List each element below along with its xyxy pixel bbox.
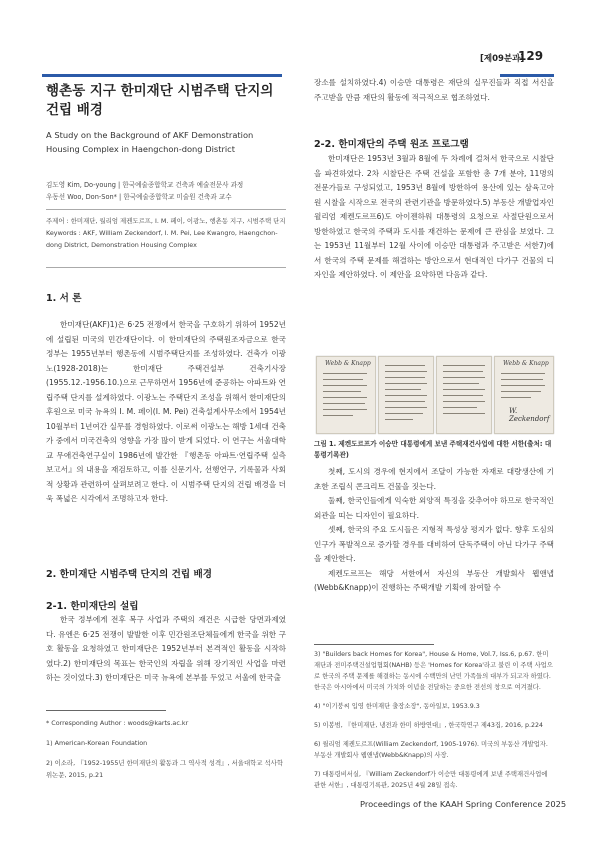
proposal-item: 둘째, 한국인들에게 익숙한 외양적 특징을 갖추어야 하므로 한국적인 외관을 띠는 디자인이 필요하다. [314, 496, 554, 520]
page-footer: Proceedings of the KAAH Spring Conference 2025 [360, 799, 567, 809]
paper-title-english: A Study on the Background of AKF Demonstration Housing Complex in Haengchon-dong District [46, 130, 254, 154]
letterhead-text: Webb & Knapp [503, 360, 549, 367]
footnote-rule [46, 710, 166, 711]
letter-page-4 [494, 356, 554, 434]
keywords-korean: 주제어 : 한미재단, 월리엄 제켄도르프, I. M. 페이, 이광노, 행촌동 지구, 시범주택 단지 [46, 217, 286, 225]
footnote: * Corresponding Author : woods@karts.ac.kr [46, 719, 189, 727]
subsection-2-2-paragraph: 한미재단은 1953년 3월과 8월에 두 차례에 걸쳐서 한국으로 시찰단을 파견하였다. 2차 시찰단은 주택 건설을 포함한 총 7개 분야, 11명의 전문가들로 구성되었고, 1953년 8월에 방한하여 용산에 있는 삼육고아원 시찰을 시작으로 전국의 관련기관을 방문하였다.5) 부동산 개발업자인 윌리엄 제켄도르프6)도 아이젠하워 대통령의 요청으로 사절단원으로서 방한하였고 한국의 주택과 도시를 재건하는 문제에 큰 관심을 보였다. 그는 1953년 11월부터 12월 사이에 이승만 대통령과 주고받은 서한7)에서 한국의 주택 문제를 해결하는 방안으로서 현대적인 다가구 건물의 디자인을 제안하였다. 이 제안을 요약하면 다음과 같다. [314, 154, 554, 279]
divider [46, 209, 286, 210]
author-list [46, 179, 296, 203]
footnote: 4) "이기붕씨 입영 한미재단 출장소장", 동아일보, 1953.9.3 [314, 703, 480, 710]
footnotes-right [314, 649, 554, 799]
keywords-block [46, 215, 290, 251]
divider [46, 267, 286, 268]
subsection-2-1-heading: 2-1. 한미재단의 설립 [46, 601, 139, 612]
figure-caption: 그림 1. 제켄도르프가 이승만 대통령에게 보낸 주택재건사업에 대한 서한(출처: 대통령기록관) [314, 440, 552, 459]
proposal-item: 제켄도르프는 해당 서한에서 자신의 부동산 개발회사 웹앤냅(Webb&Knapp)이 진행하는 주택개발 기획에 참여할 수 [314, 568, 554, 592]
footnote: 5) 이봉범, 『한미재단, 냉전과 한미 하방연대』, 한국학연구 제43집, 2016, p.224 [314, 722, 544, 729]
footnote: 7) 대통령비서실, 『William Zeckendorf가 이승만 대통령에게 보낸 주택재건사업에 관한 서한』, 대통령기록관, 2025년 4월 28일 접속. [314, 771, 548, 789]
footnote: 3) "Builders back Homes for Korea", House & Home, Vol.7, Iss.6, p.67. 한미재단과 전미주택건설업협회(NAHB) 등은 'Homes for Korea'라고 불린 이 주택 사업으로 한국의 주택 문제를 해결하는 동시에 수백만의 난민 가족들의 대부가 되고자 하였다. 한국은 아시아에서 미국의 가치와 이념을 전달하는 중요한 전선의 창으로 여겨졌다. [314, 651, 553, 691]
footnote: 1) American-Korean Foundation [46, 739, 148, 747]
footnotes-left [46, 717, 286, 789]
letterhead-text: Webb & Knapp [325, 360, 371, 367]
paper-title-korean: 행촌동 지구 한미재단 시범주택 단지의 건립 배경 [46, 83, 274, 118]
letter-page-1 [316, 356, 376, 434]
subsection-2-2-heading: 2-2. 한미재단의 주택 원조 프로그램 [314, 139, 469, 150]
subsection-2-1-continuation: 장소를 설치하였다.4) 이승만 대통령은 재단의 실무진들과 직접 서신을 주고받을 만큼 재단의 활동에 적극적으로 협조하였다. [314, 78, 554, 102]
figure-letters [316, 356, 552, 433]
footnote-rule [314, 644, 434, 645]
footnote: 2) 이소라, 『1952-1955년 한미재단의 활동과 그 역사적 성격』, 서울대학교 석사학위논문, 2015, p.21 [46, 759, 284, 779]
letter-page-2 [378, 356, 434, 434]
author-1: 김도영 Kim, Do-young | 한국예술종합학교 건축과 예술전문사 과정 [46, 181, 244, 189]
section-label: [제09분과] [480, 54, 525, 64]
proposal-item: 셋째, 한국의 주요 도시들은 지형적 특성상 평지가 없다. 향후 도심의 인구가 폭발적으로 증가할 경우를 대비하여 단독주택이 아닌 다가구 주택을 제안한다. [314, 525, 554, 563]
proposal-item: 첫째, 도시의 경우에 현지에서 조달이 가능한 자재로 대량생산에 기초한 조립식 콘크리트 건물을 짓는다. [314, 467, 554, 491]
page-number: 129 [518, 49, 544, 63]
letter-page-3 [436, 356, 492, 434]
keywords-english: Keywords : AKF, William Zeckendorf, I. M. Pei, Lee Kwangro, Haengchon-dong District, Demonstration Housing Complex [46, 229, 278, 249]
proposal-list [314, 465, 554, 596]
section-2-heading: 2. 한미재단 시범주택 단지의 건립 배경 [46, 569, 213, 580]
signature: W. Zeckendorf [509, 407, 550, 423]
subsection-2-1-paragraph: 한국 정부에게 전후 복구 사업과 주택의 재건은 시급한 당면과제였다. 유엔은 6·25 전쟁이 발발한 이후 민간원조단체들에게 한국을 위한 구호 활동을 요청하였고 한미재단은 1952년부터 본격적인 활동을 시작하였다.2) 한미재단의 목표는 한국인의 자립을 위해 장기적인 사업을 마련하는 것이었다.3) 한미재단은 미국 뉴욕에 본부를 두었고 서울에 한국출 [46, 615, 286, 682]
intro-heading: 1. 서 론 [46, 293, 82, 304]
author-2: 우동선 Woo, Don-Son* | 한국예술종합학교 미술원 건축과 교수 [46, 193, 232, 201]
footnote: 6) 윌리엄 제켄도르프(William Zeckendorf, 1905-1976). 미국의 부동산 개발업자. 부동산 개발회사 웹앤냅(Webb&Knapp)의 사장. [314, 741, 548, 759]
title-rule-left [42, 74, 282, 77]
intro-paragraph: 한미재단(AKF)1)은 6·25 전쟁에서 한국을 구호하기 위하여 1952년에 설립된 미국의 민간재단이다. 이 한미재단의 주택원조자금으로 한국 정부는 1955년부터 행촌동에 시범주택단지를 조성하였다. 건축가 이광노(1928-2018)는 한미재단 주택건설부 건축기사장(1955.12.-1956.10.)으로 근무하면서 1956년에 준공하는 아파트와 연립주택 단지를 설계하였다. 이광노는 주택단지 조성을 위해서 한미재단의 후원으로 미국 뉴욕의 I. M. 페이(I. M. Pei) 건축설계사무소에서 1954년 10월부터 1년여간 실무를 경험하였다. 이로써 이광노는 해방 1세대 건축가 중에서 미국건축의 영향을 가장 많이 받게 되었다. 이 연구는 서울대학교 무애건축연구실이 1986년에 발간한 『행촌동 아파트·연립주택 실측보고서』의 내용을 재검토하고, 이를 신문기사, 선행연구, 기록물과 사회적 상황과 관련하여 살펴보려고 한다. 이 시범주택 단지의 건립 배경을 더욱 폭넓은 시각에서 조명하고자 한다. [46, 320, 286, 503]
